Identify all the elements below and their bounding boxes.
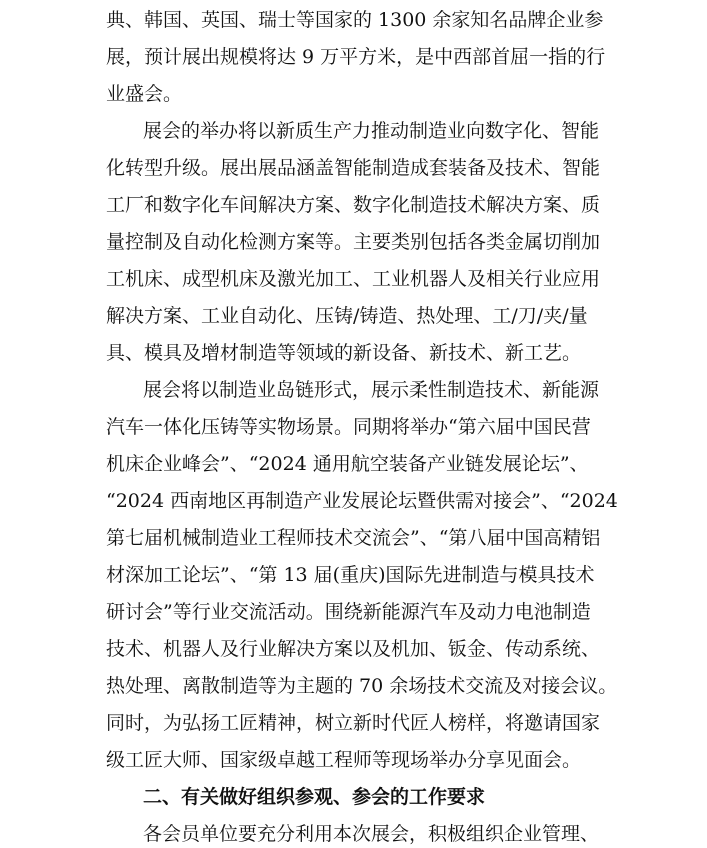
text-line-17: 研讨会”等行业交流活动。围绕新能源汽车及动力电池制造 <box>106 601 591 623</box>
text-line-8: 工机床、成型机床及激光加工、工业机器人及相关行业应用 <box>106 268 601 290</box>
paragraph-2-line-1: 展会的举办将以新质生产力推动制造业向数字化、智能 <box>143 120 600 142</box>
paragraph-4-line-1: 各会员单位要充分利用本次展会，积极组织企业管理、 <box>143 823 600 845</box>
text-line-14: “2024 西南地区再制造产业发展论坛暨供需对接会”、“2024 <box>106 490 618 512</box>
text-line-2: 展，预计展出规模将达 9 万平方米，是中西部首屈一指的行 <box>106 46 606 68</box>
text-line-6: 工厂和数字化车间解决方案、数字化制造技术解决方案、质 <box>106 194 601 216</box>
text-line-9: 解决方案、工业自动化、压铸/铸造、热处理、工/刀/夹/量 <box>106 305 588 327</box>
text-line-18: 技术、机器人及行业解决方案以及机加、钣金、传动系统、 <box>106 638 601 660</box>
paragraph-3-line-1: 展会将以制造业岛链形式，展示柔性制造技术、新能源 <box>143 379 600 401</box>
text-line-3: 业盛会。 <box>106 83 183 105</box>
text-line-13: 机床企业峰会”、“2024 通用航空装备产业链发展论坛”、 <box>106 453 589 475</box>
text-line-1: 典、韩国、英国、瑞士等国家的 1300 余家知名品牌企业参 <box>106 9 604 31</box>
text-line-5: 化转型升级。展出展品涵盖智能制造成套装备及技术、智能 <box>106 157 601 179</box>
text-line-16: 材深加工论坛”、“第 13 届(重庆)国际先进制造与模具技术 <box>106 564 595 586</box>
section-heading: 二、有关做好组织参观、参会的工作要求 <box>143 786 486 808</box>
text-line-15: 第七届机械制造业工程师技术交流会”、“第八届中国高精铝 <box>106 527 601 549</box>
text-line-21: 级工匠大师、国家级卓越工程师等现场举办分享见面会。 <box>106 749 582 771</box>
text-line-10: 具、模具及增材制造等领域的新设备、新技术、新工艺。 <box>106 342 582 364</box>
text-line-12: 汽车一体化压铸等实物场景。同期将举办“第六届中国民营 <box>106 416 591 438</box>
text-line-20: 同时，为弘扬工匠精神，树立新时代匠人榜样，将邀请国家 <box>106 712 601 734</box>
text-line-19: 热处理、离散制造等为主题的 70 余场技术交流及对接会议。 <box>106 675 618 697</box>
text-line-7: 量控制及自动化检测方案等。主要类别包括各类金属切削加 <box>106 231 601 253</box>
